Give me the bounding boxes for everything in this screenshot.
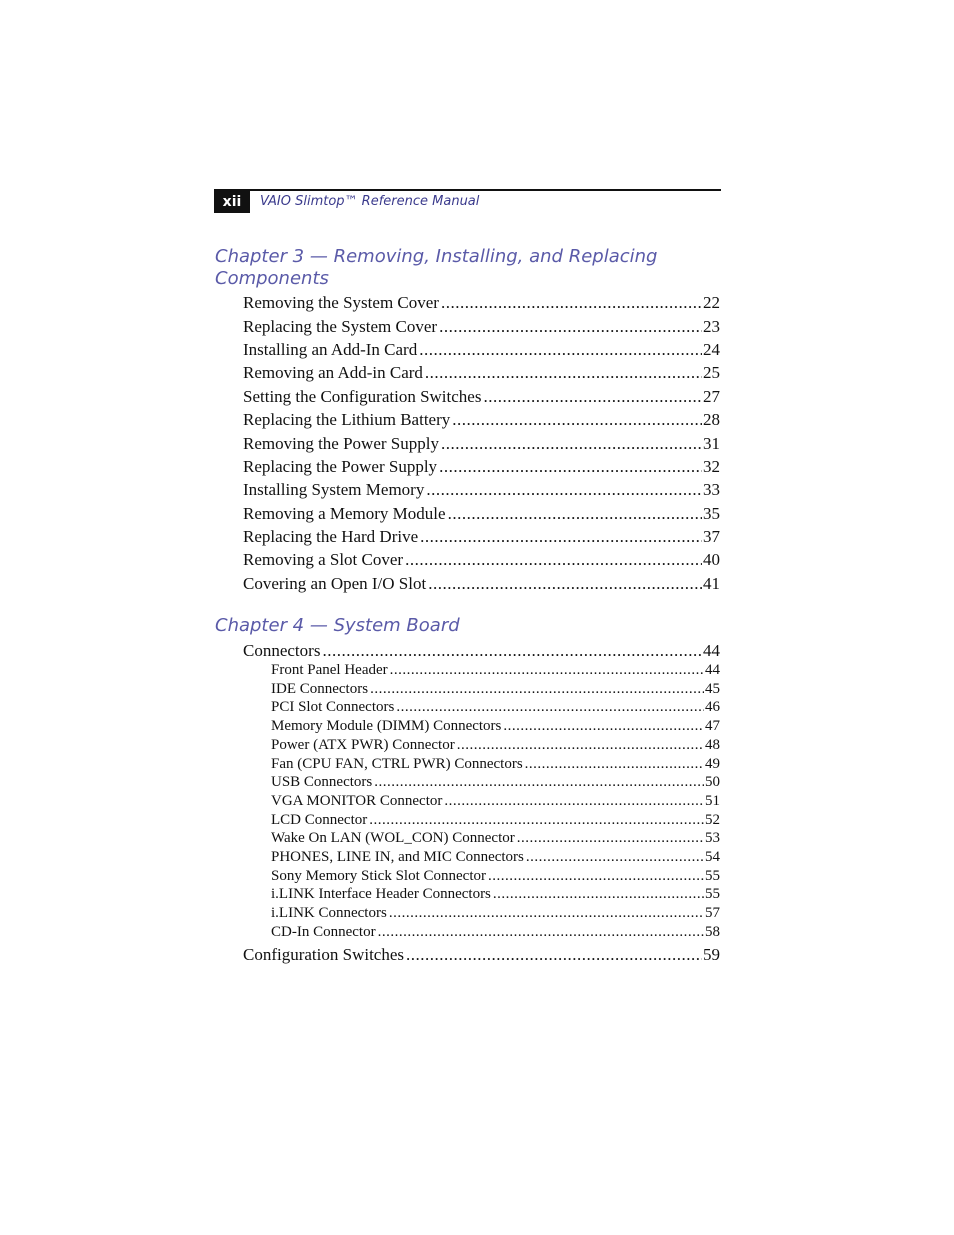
toc-leader-dots [439,316,702,338]
toc-subentry-page: 52 [705,812,720,828]
toc-subentry-page: 45 [705,681,720,697]
toc-entry-label: Replacing the Hard Drive [243,527,419,546]
running-title: VAIO Slimtop™ Reference Manual [260,194,480,209]
toc-subentry[interactable] [271,792,720,811]
toc-entry[interactable] [243,339,720,361]
toc-subentry-label: Fan (CPU FAN, CTRL PWR) Connectors [271,756,523,772]
toc-entry-page: 27 [703,387,720,406]
toc-subentry-label: Sony Memory Stick Slot Connector [271,868,486,884]
toc-entry-label: Configuration Switches [243,945,405,964]
toc-entry-page: 41 [703,574,720,593]
toc-entry-page: 32 [703,457,720,476]
toc-subentry-label: Memory Module (DIMM) Connectors [271,718,502,734]
toc-entry-page: 40 [703,550,720,569]
toc-subentry-page: 46 [705,699,720,715]
toc-entry[interactable] [243,640,720,662]
toc-subentry-page: 57 [705,905,720,921]
toc-leader-dots [374,773,704,792]
toc-entry[interactable] [243,409,720,431]
toc-subentry[interactable] [271,867,720,886]
toc-subentry[interactable] [271,661,720,680]
toc-subentry-label: Power (ATX PWR) Connector [271,737,455,753]
toc-leader-dots [483,386,702,408]
toc-subentry[interactable] [271,829,720,848]
chapter-3-title-line1: Chapter 3 — Removing, Installing, and Replacing [215,246,658,267]
header-rule [214,189,721,191]
toc-subentry[interactable] [271,680,720,699]
toc-subentry-label: i.LINK Interface Header Connectors [271,886,491,902]
toc-leader-dots [488,867,704,886]
toc-entry-label: Removing a Slot Cover [243,550,404,569]
toc-subentry-page: 44 [705,662,720,678]
toc-entry-page: 31 [703,434,720,453]
chapter-4-title-line1: Chapter 4 — System Board [215,615,460,636]
toc-subentry[interactable] [271,773,720,792]
toc-entry-label: Replacing the System Cover [243,317,438,336]
toc-subentry-page: 53 [705,830,720,846]
toc-leader-dots [428,573,702,595]
page-number: xii [214,191,250,213]
toc-entry-label: Removing a Memory Module [243,504,446,523]
toc-leader-dots [390,661,704,680]
toc-entry-label: Installing System Memory [243,480,425,499]
toc-entry[interactable] [243,433,720,455]
toc-leader-dots [405,549,702,571]
toc-subentry-page: 54 [705,849,720,865]
toc-leader-dots [452,409,702,431]
toc-entry-page: 35 [703,504,720,523]
toc-leader-dots [419,339,702,361]
toc-entry[interactable] [243,386,720,408]
toc-subentry-page: 47 [705,718,720,734]
toc-subentry[interactable] [271,755,720,774]
toc-subentry-label: IDE Connectors [271,681,369,697]
toc-entry-label: Replacing the Power Supply [243,457,438,476]
toc-subentry-label: PCI Slot Connectors [271,699,395,715]
toc-leader-dots [406,944,702,966]
toc-entry-page: 22 [703,293,720,312]
toc-entry[interactable] [243,479,720,501]
toc-entry[interactable] [243,316,720,338]
toc-entry[interactable] [243,362,720,384]
toc-entry[interactable] [243,456,720,478]
toc-subentry-label: PHONES, LINE IN, and MIC Connectors [271,849,524,865]
toc-leader-dots [439,456,702,478]
toc-subentry-label: Wake On LAN (WOL_CON) Connector [271,830,515,846]
toc-leader-dots [517,829,704,848]
toc-subentry[interactable] [271,811,720,830]
toc-entry-label: Setting the Configuration Switches [243,387,482,406]
toc-subentry-page: 55 [705,868,720,884]
chapter-3-title-line2: Components [215,268,329,289]
toc-entry-label: Removing the Power Supply [243,434,439,453]
toc-entry-page: 24 [703,340,720,359]
toc-subentry-page: 48 [705,737,720,753]
toc-entry[interactable] [243,573,720,595]
toc-subentry[interactable] [271,736,720,755]
toc-subentry[interactable] [271,717,720,736]
toc-entry-page: 23 [703,317,720,336]
toc-entry-page: 25 [703,363,720,382]
toc-subentry[interactable] [271,885,720,904]
toc-leader-dots [457,736,704,755]
toc-entry[interactable] [243,526,720,548]
toc-leader-dots [441,292,702,314]
chapter-4-title [215,615,715,637]
toc-leader-dots [426,479,702,501]
toc-subentry-page: 51 [705,793,720,809]
toc-leader-dots [503,717,704,736]
toc-leader-dots [425,362,702,384]
toc-leader-dots [389,904,704,923]
toc-entry-page: 33 [703,480,720,499]
toc-subentry-label: i.LINK Connectors [271,905,387,921]
toc-entry-label: Installing an Add-In Card [243,340,418,359]
toc-subentry-label: CD-In Connector [271,924,376,940]
toc-leader-dots [441,433,702,455]
toc-subentry-page: 55 [705,886,720,902]
toc-entry-label: Connectors [243,641,321,660]
toc-entry-page: 37 [703,527,720,546]
toc-entry-page: 28 [703,410,720,429]
toc-subentry-label: USB Connectors [271,774,373,790]
toc-subentry-label: LCD Connector [271,812,368,828]
toc-entry-label: Removing an Add-in Card [243,363,423,382]
toc-leader-dots [369,811,704,830]
toc-entry[interactable] [243,503,720,525]
chapter-3-title [215,246,715,290]
toc-leader-dots [525,755,704,774]
toc-leader-dots [493,885,704,904]
toc-entry-page: 44 [703,641,720,660]
toc-leader-dots [444,792,704,811]
toc-subentry-label: Front Panel Header [271,662,388,678]
toc-entry[interactable] [243,292,720,314]
toc-subentry[interactable] [271,698,720,717]
toc-subentry[interactable] [271,848,720,867]
toc-entry-page: 59 [703,945,720,964]
toc-leader-dots [378,923,704,942]
toc-subentry-page: 49 [705,756,720,772]
toc-leader-dots [396,698,704,717]
toc-entry[interactable] [243,944,720,966]
toc-subentry[interactable] [271,923,720,942]
toc-subentry[interactable] [271,904,720,923]
toc-subentry-label: VGA MONITOR Connector [271,793,443,809]
toc-leader-dots [370,680,704,699]
toc-leader-dots [448,503,702,525]
toc-leader-dots [322,640,702,662]
toc-entry[interactable] [243,549,720,571]
toc-entry-label: Removing the System Cover [243,293,439,312]
toc-entry-label: Covering an Open I/O Slot [243,574,427,593]
toc-leader-dots [526,848,704,867]
toc-subentry-page: 50 [705,774,720,790]
toc-entry-label: Replacing the Lithium Battery [243,410,451,429]
toc-leader-dots [420,526,702,548]
toc-subentry-page: 58 [705,924,720,940]
